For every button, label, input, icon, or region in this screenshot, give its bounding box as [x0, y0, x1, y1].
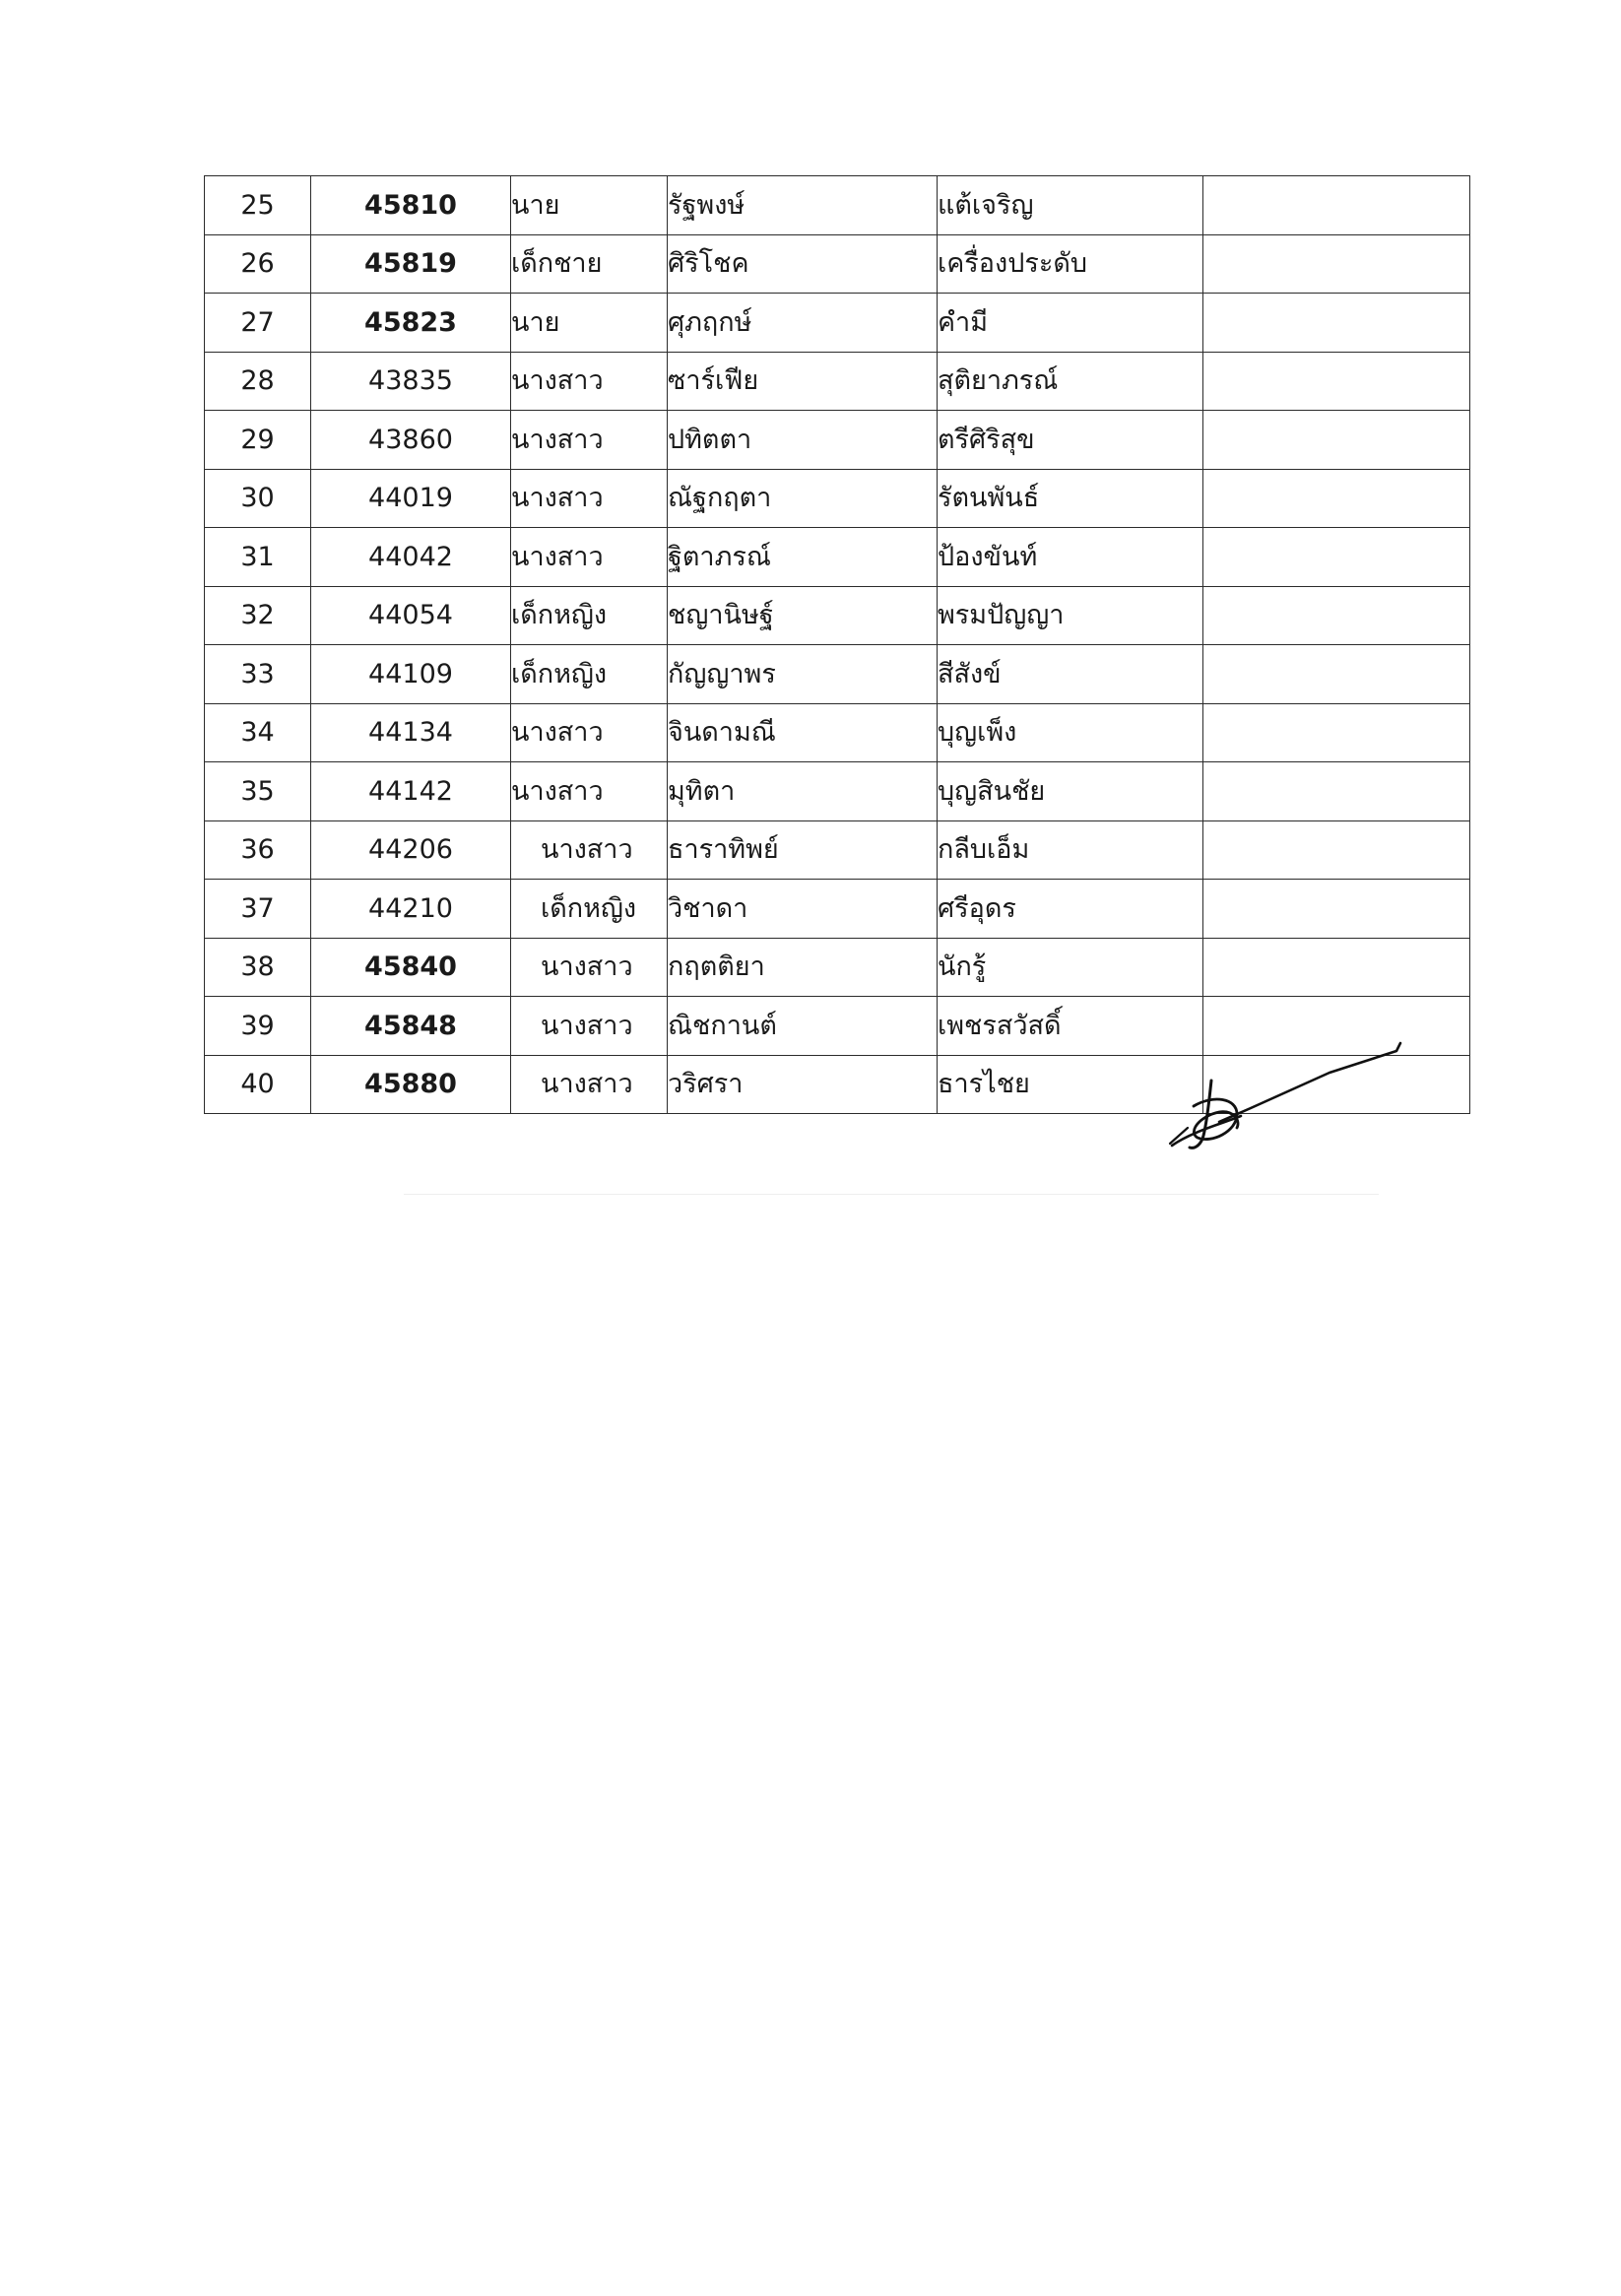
- row-number-cell: 39: [205, 997, 311, 1056]
- first-name-cell: ชญานิษฐ์: [668, 586, 938, 645]
- last-name-cell: รัตนพันธ์: [938, 469, 1203, 528]
- row-number-cell: 37: [205, 880, 311, 939]
- student-id-cell: 44134: [311, 703, 511, 762]
- note-cell: [1203, 294, 1470, 353]
- student-id-cell: 45823: [311, 294, 511, 353]
- student-id-cell: 44019: [311, 469, 511, 528]
- first-name-cell: กฤตติยา: [668, 938, 938, 997]
- table-row: [205, 294, 1470, 353]
- student-roster-table: [204, 175, 1470, 1114]
- row-number-cell: 27: [205, 294, 311, 353]
- last-name-cell: ป้องขันท์: [938, 528, 1203, 587]
- first-name-cell: ฐิตาภรณ์: [668, 528, 938, 587]
- name-prefix-cell: นางสาว: [511, 411, 668, 470]
- row-number-cell: 34: [205, 703, 311, 762]
- note-cell: [1203, 880, 1470, 939]
- table-row: [205, 938, 1470, 997]
- student-id-cell: 45880: [311, 1055, 511, 1114]
- last-name-cell: คำมี: [938, 294, 1203, 353]
- signature-strokes: [1170, 1043, 1400, 1148]
- first-name-cell: มุทิตา: [668, 762, 938, 821]
- note-cell: [1203, 234, 1470, 294]
- table-row: [205, 762, 1470, 821]
- row-number-cell: 31: [205, 528, 311, 587]
- row-number-cell: 33: [205, 645, 311, 704]
- first-name-cell: กัญญาพร: [668, 645, 938, 704]
- student-id-cell: 44206: [311, 820, 511, 880]
- note-cell: [1203, 703, 1470, 762]
- table-row: [205, 176, 1470, 235]
- last-name-cell: นักรู้: [938, 938, 1203, 997]
- name-prefix-cell: นางสาว: [511, 352, 668, 411]
- name-prefix-cell: นาย: [511, 294, 668, 353]
- name-prefix-cell: เด็กหญิง: [511, 880, 668, 939]
- row-number-cell: 28: [205, 352, 311, 411]
- first-name-cell: รัฐพงษ์: [668, 176, 938, 235]
- student-id-cell: 44142: [311, 762, 511, 821]
- name-prefix-cell: นางสาว: [511, 469, 668, 528]
- table-row: [205, 586, 1470, 645]
- last-name-cell: สุติยาภรณ์: [938, 352, 1203, 411]
- last-name-cell: ธารไชย: [938, 1055, 1203, 1114]
- student-id-cell: 44210: [311, 880, 511, 939]
- row-number-cell: 35: [205, 762, 311, 821]
- first-name-cell: ศุภฤกษ์: [668, 294, 938, 353]
- note-cell: [1203, 820, 1470, 880]
- student-id-cell: 43835: [311, 352, 511, 411]
- table-row: [205, 645, 1470, 704]
- first-name-cell: ศิริโชค: [668, 234, 938, 294]
- row-number-cell: 32: [205, 586, 311, 645]
- note-cell: [1203, 938, 1470, 997]
- first-name-cell: ปทิตตา: [668, 411, 938, 470]
- table-row: [205, 234, 1470, 294]
- first-name-cell: ธาราทิพย์: [668, 820, 938, 880]
- last-name-cell: บุญเพ็ง: [938, 703, 1203, 762]
- student-id-cell: 44109: [311, 645, 511, 704]
- last-name-cell: เพชรสวัสดิ์: [938, 997, 1203, 1056]
- name-prefix-cell: นางสาว: [511, 938, 668, 997]
- row-number-cell: 38: [205, 938, 311, 997]
- student-id-cell: 45819: [311, 234, 511, 294]
- table-row: [205, 469, 1470, 528]
- student-id-cell: 44042: [311, 528, 511, 587]
- table-row: [205, 352, 1470, 411]
- table-row: [205, 528, 1470, 587]
- first-name-cell: ณัฐกฤตา: [668, 469, 938, 528]
- name-prefix-cell: นางสาว: [511, 703, 668, 762]
- row-number-cell: 36: [205, 820, 311, 880]
- note-cell: [1203, 352, 1470, 411]
- roster-body: [205, 176, 1470, 1114]
- table-row: [205, 411, 1470, 470]
- table-row: [205, 703, 1470, 762]
- table-row: [205, 820, 1470, 880]
- name-prefix-cell: นางสาว: [511, 1055, 668, 1114]
- row-number-cell: 25: [205, 176, 311, 235]
- name-prefix-cell: นางสาว: [511, 762, 668, 821]
- last-name-cell: แต้เจริญ: [938, 176, 1203, 235]
- name-prefix-cell: นางสาว: [511, 528, 668, 587]
- row-number-cell: 29: [205, 411, 311, 470]
- row-number-cell: 30: [205, 469, 311, 528]
- name-prefix-cell: เด็กหญิง: [511, 586, 668, 645]
- first-name-cell: จินดามณี: [668, 703, 938, 762]
- signature-icon: [1142, 1029, 1408, 1157]
- note-cell: [1203, 176, 1470, 235]
- student-id-cell: 45810: [311, 176, 511, 235]
- note-cell: [1203, 528, 1470, 587]
- name-prefix-cell: นางสาว: [511, 997, 668, 1056]
- student-id-cell: 45848: [311, 997, 511, 1056]
- first-name-cell: วริศรา: [668, 1055, 938, 1114]
- note-cell: [1203, 411, 1470, 470]
- row-number-cell: 40: [205, 1055, 311, 1114]
- faint-divider: [404, 1194, 1379, 1195]
- last-name-cell: สีสังข์: [938, 645, 1203, 704]
- last-name-cell: ศรีอุดร: [938, 880, 1203, 939]
- last-name-cell: ตรีศิริสุข: [938, 411, 1203, 470]
- name-prefix-cell: เด็กหญิง: [511, 645, 668, 704]
- student-id-cell: 44054: [311, 586, 511, 645]
- note-cell: [1203, 586, 1470, 645]
- row-number-cell: 26: [205, 234, 311, 294]
- last-name-cell: กลีบเอ็ม: [938, 820, 1203, 880]
- last-name-cell: เครื่องประดับ: [938, 234, 1203, 294]
- name-prefix-cell: นางสาว: [511, 820, 668, 880]
- name-prefix-cell: เด็กชาย: [511, 234, 668, 294]
- name-prefix-cell: นาย: [511, 176, 668, 235]
- last-name-cell: บุญสินชัย: [938, 762, 1203, 821]
- first-name-cell: ซาร์เฟีย: [668, 352, 938, 411]
- note-cell: [1203, 762, 1470, 821]
- last-name-cell: พรมปัญญา: [938, 586, 1203, 645]
- table-row: [205, 880, 1470, 939]
- first-name-cell: ณิชกานต์: [668, 997, 938, 1056]
- student-id-cell: 45840: [311, 938, 511, 997]
- note-cell: [1203, 469, 1470, 528]
- student-id-cell: 43860: [311, 411, 511, 470]
- note-cell: [1203, 645, 1470, 704]
- first-name-cell: วิชาดา: [668, 880, 938, 939]
